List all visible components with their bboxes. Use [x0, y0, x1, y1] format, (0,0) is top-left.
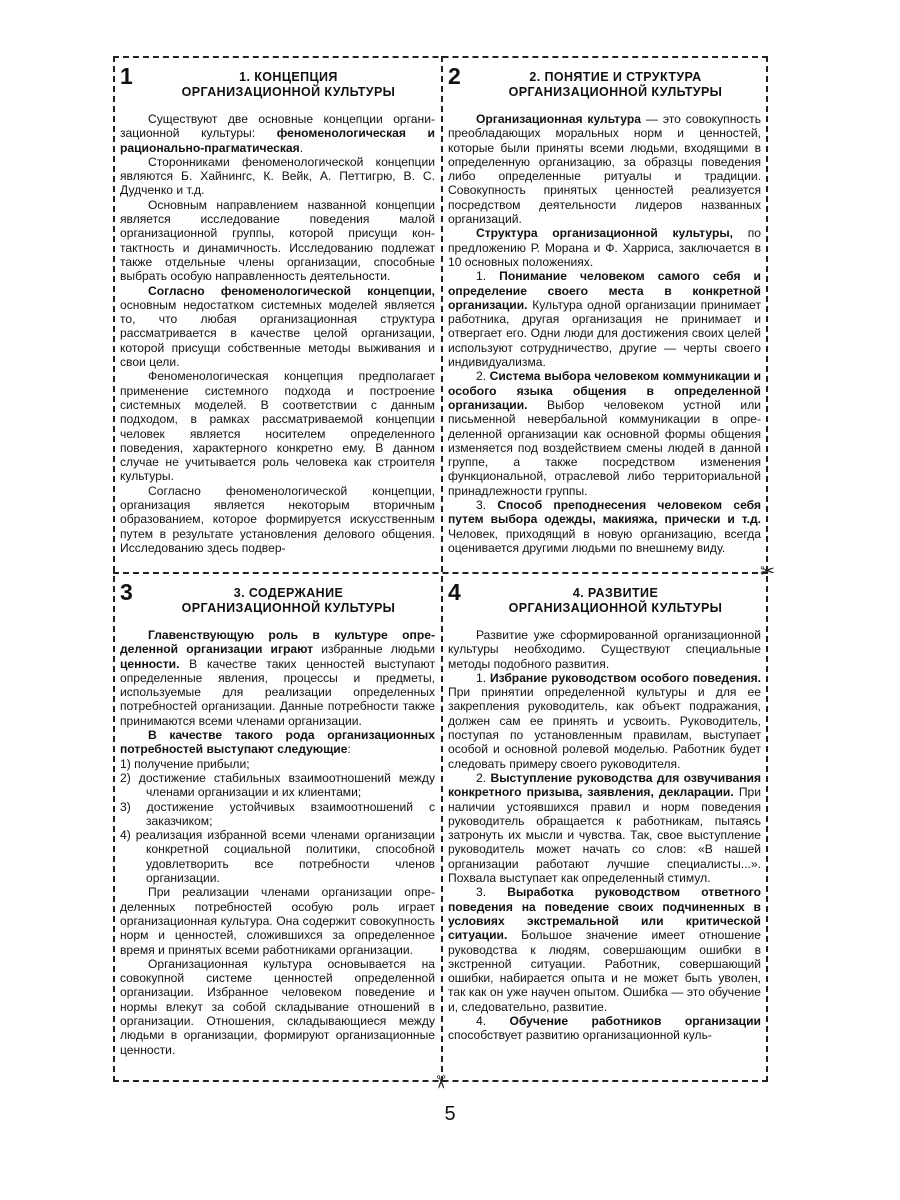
- scissors-icon: ✂: [430, 1074, 451, 1090]
- card-4: [448, 580, 761, 1075]
- card-title: 4. РАЗВИТИЕ ОРГАНИЗАЦИОННОЙ КУЛЬТУРЫ: [508, 586, 723, 615]
- paragraph: Существуют две основные концепции организационной культуры: феноменологическая и рационально-прагматическая.: [120, 112, 435, 155]
- card-title: 2. ПОНЯТИЕ И СТРУКТУРА ОРГАНИЗАЦИОННОЙ КУЛЬТУРЫ: [508, 70, 723, 99]
- paragraph: Сторонниками феноменологической концепции являются Б. Хайнингс, К. Вейк, А. Петтигрю, В. С. Дудченко и т.д.: [120, 154, 435, 198]
- paragraph: Феноменологическая концепция предполагает применение системного подхода и построение системных моделей. В соответствии с данным подходом, в рамках рассматриваемой концепции человек является носителем определенного поведения, характерного конкретно ему. В данном случае не учитывается роль человека как строителя культуры.: [120, 369, 435, 484]
- paragraph: Главенствующую роль в культуре определенной организации играют избранные людьми ценности. В качестве таких ценностей выступают определенные явления, процессы и предметы, используемые для реализации определенных потребностей организации. Данные потребности также принимаются всеми членами организации.: [120, 628, 435, 728]
- paragraph: Организационная культура — это совокупность преобладающих моральных норм и ценностей, которые были приняты всеми людьми, входящими в определенную организацию, за образцы поведения либо определенные ритуалы и традиции. Совокупность принятых ценностей реализуется посредством деятельности лидеров названных организаций.: [448, 112, 761, 227]
- paragraph: Развитие уже сформированной организационной культуры необходимо. Существуют специальные методы подобного развития.: [448, 628, 761, 671]
- paragraph: 1. Понимание человеком самого себя и определение своего места в конкретной организации. Культура одной организации принимает работника, другая организация не принимает и отвергает его. Одни люди для достижения своих целей используют сотрудничество, другие — черты своего индивидуализма.: [448, 269, 761, 370]
- list-item: 4) реализация избранной всеми членами организации конкретной социальной политики, способной удовлетворить все потребности членов организации.: [120, 828, 435, 886]
- list-item: 3) достижение устойчивых взаимоотношений с заказчиком;: [120, 799, 435, 828]
- horizontal-cut-line: [113, 572, 768, 574]
- page-number: 5: [444, 1103, 456, 1125]
- paragraph: 2. Выступление руководства для озвучивания конкретного призыва, заявления, декларации. При наличии устоявшихся правил и норм поведения руководитель обращается к работникам, пытаясь затронуть их мысли и чувства. Так, свое выступление руководитель может начать со слов: «В нашей организации работают лучшие специалисты...». Похвала выступает как определенный стимул.: [448, 770, 761, 886]
- scissors-icon: ✂: [760, 561, 776, 581]
- card-3: [120, 580, 435, 1075]
- vertical-cut-line: [441, 56, 443, 1082]
- paragraph: Структура организационной культуры, по предложению Р. Морана и Ф. Харриса, заключается в 10 основных положениях.: [448, 226, 761, 269]
- paragraph: 1. Избрание руководством особого поведения. При принятии определенной культуры и для ее закрепления руководитель, как объект подражания, должен сам ее принять и усвоить. Руководитель, поступая по установленным правилам, выступает особой и основной ролевой моделью. Работник будет следовать примеру своего руководителя.: [448, 670, 761, 771]
- card-body: [120, 112, 435, 555]
- paragraph: 3. Способ преподнесения человеком себя путем выбора одежды, макияжа, прически и т.д. Человек, приходящий в новую организацию, всегда оценивается другими людьми по внешнему виду.: [448, 498, 761, 555]
- list-item: 1) получение прибыли;: [120, 756, 250, 771]
- card-number: 4: [448, 580, 461, 605]
- paragraph: 4. Обучение работников организации способствует развитию организационной куль-: [448, 1014, 761, 1043]
- card-2: [448, 64, 761, 564]
- card-number: 3: [120, 580, 133, 605]
- card-title: 1. КОНЦЕПЦИЯ ОРГАНИЗАЦИОННОЙ КУЛЬТУРЫ: [181, 70, 396, 99]
- needs-list: [120, 757, 435, 886]
- card-number: 2: [448, 64, 461, 89]
- paragraph: Согласно феноменологической концепции, основным недостатком системных моделей является то, что любая организационная структура рассматривается в качестве целой организации, которой присущи собственные методы выживания и свои цели.: [120, 283, 435, 370]
- paragraph: В качестве такого рода организационных потребностей выступают следующие:: [120, 728, 435, 757]
- paragraph: Согласно феноменологической концепции, организация является некоторым вторичным образованием, которое формируется искусственным путем в результате установления делового общения. Исследованию здесь подвер-: [120, 483, 435, 555]
- paragraph: Организационная культура основывается на совокупной системе ценностей определенной организации. Избранное человеком поведение и нормы влекут за собой складывание отношений в организации. Отношения, складывающиеся между людьми в организации, формируют организационные ценности.: [120, 956, 435, 1057]
- paragraph: Основным направлением названной концепции является исследование поведения малой организационной группы, которой присущи контактность и динамичность. Исследованию подлежат также отдельные члены организации, способные выбрать особую направленность деятельности.: [120, 197, 435, 284]
- card-body: [448, 628, 761, 1043]
- paragraph: При реализации членами организации определенных потребностей особую роль играет организационная культура. Она содержит совокупность норм и ценностей, сложившихся за определенное время и принятых всеми работниками организации.: [120, 885, 435, 957]
- card-title: 3. СОДЕРЖАНИЕ ОРГАНИЗАЦИОННОЙ КУЛЬТУРЫ: [181, 586, 396, 615]
- card-1: [120, 64, 435, 564]
- paragraph: 2. Система выбора человеком коммуникации и особого языка общения в определенной организации. Выбор человеком устной или письменной невербальной коммуникации в определенной организации как основной формы общения изменяется под воздействием смены людей в данной группе, а также посредством изменения функциональной, отраслевой либо территориальной принадлежности группы.: [448, 369, 761, 498]
- paragraph: 3. Выработка руководством ответного поведения на поведение своих подчиненных в условиях экстремальной или критической ситуации. Большое значение имеет отношение руководства к людям, совершающим ошибки в экстренной ситуации. Работник, совершающий ошибки, набирается опыта и не может быть уволен, так как он уже научен опытом. Ошибка — это обучение и, следовательно, развитие.: [448, 885, 761, 1014]
- card-body: [120, 628, 435, 1057]
- card-body: [448, 112, 761, 555]
- card-number: 1: [120, 64, 133, 89]
- list-item: 2) достижение стабильных взаимоотношений между членами организации и их клиентами;: [120, 770, 435, 800]
